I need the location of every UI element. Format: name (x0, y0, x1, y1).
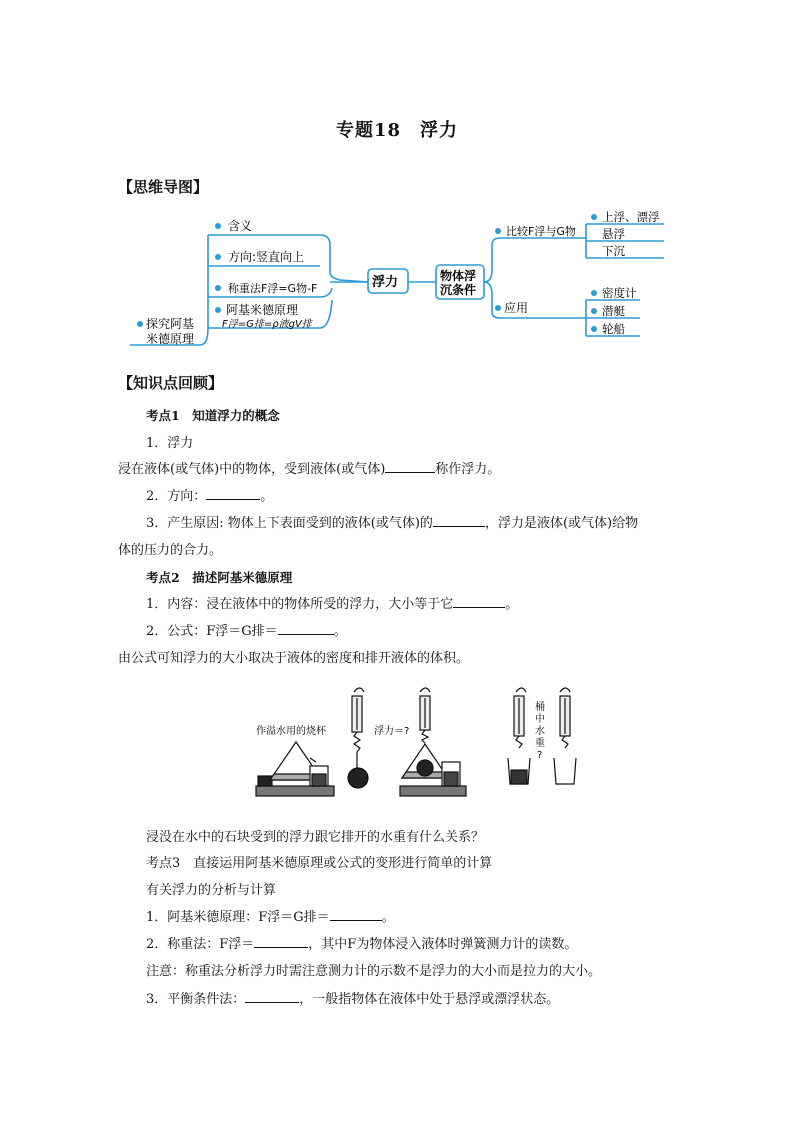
mindmap-tanjiu-2: 米德原理 (146, 332, 195, 346)
kp1-line2: 浸在液体(或气体)中的物体，受到液体(或气体) 称作浮力。 (118, 462, 501, 477)
blank-3 (433, 514, 485, 527)
mindmap-susp: 悬浮 (602, 227, 625, 241)
base-2 (400, 786, 466, 796)
kp1-heading: 考点1 知道浮力的概念 (146, 408, 280, 423)
mindmap-lunchuan: 轮船 (602, 322, 625, 336)
mindmap-mijiji: 密度计 (602, 286, 637, 300)
mindmap-apply: 应用 (504, 301, 529, 315)
section-mindmap-heading: 【思维导图】 (118, 178, 209, 196)
kp2-line2: 2．公式：F浮＝G排＝ 。 (146, 624, 347, 639)
figure-label-beaker: 作溢水用的烧杯 (256, 726, 326, 737)
kp1-line1: 1．浮力 (146, 436, 194, 451)
kp1-line3: 2．方向： 。 (146, 489, 274, 504)
mindmap-tanjiu-1: 探究阿基 (146, 317, 195, 331)
mindmap-chengzhong: 称重法F浮=G物-F (228, 282, 318, 295)
kp2-line3: 由公式可知浮力的大小取决于液体的密度和排开液体的体积。 (118, 651, 470, 666)
kp1-line4: 3．产生原因: 物体上下表面受到的液体(或气体)的 ，浮力是液体(或气体)给物 (146, 516, 639, 531)
kp1-line5: 体的压力的合力。 (118, 543, 223, 558)
kp3-subheading: 有关浮力的分析与计算 (146, 883, 277, 898)
page-title: 专题18 浮力 (335, 120, 459, 141)
mindmap-compare: 比较F浮与G物 (506, 225, 576, 238)
kp3-line4: 3．平衡条件法： ，一般指物体在液体中处于悬浮或漂浮状态。 (146, 992, 560, 1007)
mindmap-amd-formula: F浮=G排=ρ液gV排 (222, 319, 312, 330)
figure-label-3e: ? (537, 750, 543, 761)
mind-map (120, 200, 680, 360)
kp2-heading: 考点2 描述阿基米德原理 (146, 570, 293, 585)
mindmap-node-2: 沉条件 (440, 283, 477, 297)
figure-label-3d: 重 (535, 738, 545, 749)
blank-2 (206, 487, 260, 500)
figure-label-buoyancy: 浮力＝? (374, 726, 410, 737)
figure-label-3a: 桶 (535, 702, 545, 713)
kp3-line2: 2．称重法：F浮＝ ，其中F为物体浸入液体时弹簧测力计的读数。 (146, 937, 578, 952)
mindmap-down: 下沉 (602, 244, 625, 258)
blank-7 (254, 935, 308, 948)
kp3-heading: 考点3 直接运用阿基米德原理或公式的变形进行简单的计算 (146, 856, 493, 871)
mindmap-center-label: 浮力 (372, 275, 399, 290)
section-review-heading: 【知识点回顾】 (118, 374, 224, 392)
kp2-line1: 1．内容：浸在液体中的物体所受的浮力，大小等于它 。 (146, 597, 519, 612)
figure-label-3c: 水 (535, 726, 545, 737)
mindmap-fangxiang: 方向:竖直向上 (228, 250, 305, 264)
experiment-figure (250, 680, 580, 802)
mindmap-up: 上浮、漂浮 (602, 210, 660, 224)
kp3-line3: 注意：称重法分析浮力时需注意测力计的示数不是浮力的大小而是拉力的大小。 (146, 964, 602, 979)
mindmap-amd-title: 阿基米德原理 (226, 303, 299, 317)
blank-1 (385, 460, 435, 473)
question: 浸没在水中的石块受到的浮力跟它排开的水重有什么关系？ (146, 830, 485, 845)
blank-5 (278, 622, 334, 635)
kp3-line1: 1．阿基米德原理：F浮＝G排＝ 。 (146, 910, 395, 925)
figure-label-3b: 中 (535, 714, 545, 725)
mindmap-node-1: 物体浮 (440, 269, 477, 283)
mindmap-qianting: 潜艇 (602, 304, 625, 318)
blank-8 (245, 990, 299, 1003)
base-1 (256, 786, 334, 796)
blank-4 (453, 595, 505, 608)
blank-6 (330, 908, 382, 921)
mindmap-hanyi: 含义 (228, 219, 253, 233)
